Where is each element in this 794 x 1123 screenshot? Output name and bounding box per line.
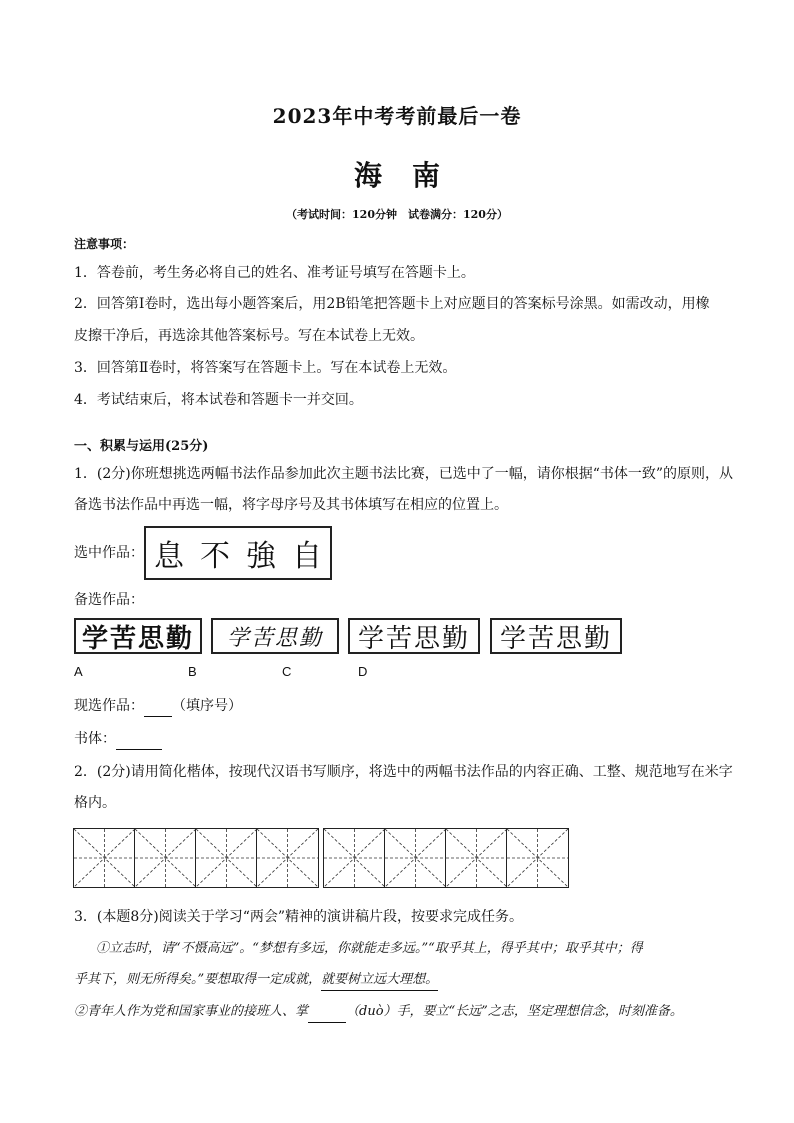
calligraphy-char: 息	[154, 539, 184, 574]
mizi-cell[interactable]	[74, 829, 135, 887]
selected-label: 选中作品：	[74, 545, 144, 561]
q1-text-line1: 1．(2分)你班想挑选两幅书法作品参加此次主题书法比赛，已选中了一幅，请你根据“书体一致”的原则，从	[74, 466, 734, 482]
mizi-cell[interactable]	[385, 829, 446, 887]
exam-info: （考试时间：120分钟 试卷满分：120分）	[286, 208, 508, 221]
mizi-guides	[324, 829, 385, 887]
q3-underlined-sentence: 就要树立远大理想。	[321, 970, 438, 991]
q3-para2-rest: （duò）手，要立“长远”之志，坚定理想信念，时刻准备。	[346, 1004, 683, 1019]
mizi-cell[interactable]	[196, 829, 257, 887]
q1-text-line2: 备选书法作品中再选一幅，将字母序号及其书体填写在相应的位置上。	[74, 497, 508, 513]
mizi-guides	[385, 829, 446, 887]
section-heading: 一、积累与运用(25分)	[74, 439, 209, 454]
grid-group-2	[323, 828, 569, 888]
font-label: 书体：	[74, 731, 116, 747]
q3-intro: 3．(本题8分)阅读关于学习“两会”精神的演讲稿片段，按要求完成任务。	[74, 909, 524, 925]
note-item: 3．回答第Ⅱ卷时，将答案写在答题卡上。写在本试卷上无效。	[74, 360, 457, 376]
answer-line	[74, 696, 242, 717]
option-c-calligraphy: 学苦思勤	[348, 618, 480, 654]
note-item: 皮擦干净后，再选涂其他答案标号。写在本试卷上无效。	[74, 328, 424, 344]
mizi-guides	[135, 829, 196, 887]
option-letter-d: D	[358, 664, 368, 679]
q2-text-line2: 格内。	[74, 795, 116, 811]
q3-para2	[74, 1002, 683, 1023]
option-a-calligraphy: 学苦思勤	[74, 618, 202, 654]
mizi-cell[interactable]	[257, 829, 318, 887]
mizi-cell[interactable]	[446, 829, 507, 887]
mizi-guides	[74, 829, 135, 887]
q3-para1-text: 乎其下，则无所得矣。”要想取得一定成就，	[74, 972, 322, 987]
grid-group-1	[73, 828, 319, 888]
option-d-calligraphy: 学苦思勤	[490, 618, 622, 654]
mizi-guides	[507, 829, 568, 887]
calligraphy-char: 不	[200, 539, 230, 574]
options-label: 备选作品：	[74, 592, 144, 608]
answer-blank[interactable]	[144, 696, 172, 717]
font-blank[interactable]	[116, 729, 162, 750]
calligraphy-char: 強	[246, 539, 276, 574]
answer-label: 现选作品：	[74, 698, 144, 714]
mizi-cell[interactable]	[324, 829, 385, 887]
answer-suffix: （填序号）	[172, 698, 242, 714]
q3-para1-line2	[74, 970, 438, 991]
mizi-guides	[446, 829, 507, 887]
mizi-grid	[73, 828, 573, 888]
selected-calligraphy	[144, 526, 332, 580]
note-item: 2．回答第Ⅰ卷时，选出每小题答案后，用2B铅笔把答题卡上对应题目的答案标号涂黑。如需改动，用橡	[74, 296, 710, 312]
q3-para2-text: ②青年人作为党和国家事业的接班人、掌	[74, 1004, 309, 1019]
option-letter-c: C	[282, 664, 292, 679]
font-line	[74, 729, 162, 750]
notes-heading: 注意事项：	[74, 237, 135, 251]
note-item: 1．答卷前，考生务必将自己的姓名、准考证号填写在答题卡上。	[74, 265, 475, 281]
q3-para1-line1: ①立志时，请“不慑高远”。“梦想有多远，你就能走多远。”“取乎其上，得乎其中；取乎其中；得	[96, 941, 643, 956]
exam-title: 2023年中考考前最后一卷	[272, 104, 522, 128]
option-b-calligraphy: 学苦思勤	[211, 618, 339, 654]
mizi-guides	[257, 829, 318, 887]
calligraphy-char: 自	[292, 539, 322, 574]
mizi-cell[interactable]	[135, 829, 196, 887]
note-item: 4．考试结束后，将本试卷和答题卡一并交回。	[74, 392, 363, 408]
region-heading: 海南	[353, 159, 470, 192]
option-letter-b: B	[188, 664, 197, 679]
mizi-guides	[196, 829, 257, 887]
q2-text-line1: 2．(2分)请用简化楷体，按现代汉语书写顺序，将选中的两幅书法作品的内容正确、工整、规范地写在米字	[74, 764, 733, 780]
option-letter-a: A	[74, 664, 83, 679]
mizi-cell[interactable]	[507, 829, 568, 887]
q3-blank[interactable]	[308, 1002, 346, 1023]
